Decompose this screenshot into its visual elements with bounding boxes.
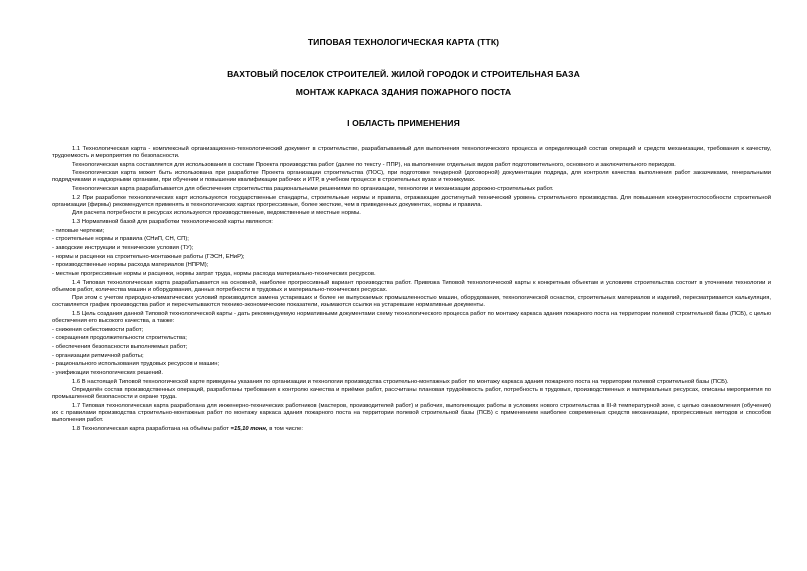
volume-line-suffix: в том числе: — [269, 425, 303, 432]
section-heading: I ОБЛАСТЬ ПРИМЕНЕНИЯ — [347, 118, 460, 128]
paragraph: 1.1 Технологическая карта - комплексный организационно-технологический документ в строительстве, разрабатываемый для выполнения технологического процесса и определяющий состав операций и средств механизации, требования к качеству, трудоемкость и мероприятия по безопасности. — [52, 146, 771, 160]
document-title: ТИПОВАЯ ТЕХНОЛОГИЧЕСКАЯ КАРТА (ТТК) — [307, 37, 500, 47]
list-item: - сокращения продолжительности строительства; — [52, 335, 187, 342]
paragraph: Технологическая карта составляется для использования в составе Проекта производства работ (далее по тексту - ППР), на выполнение отдельных видов работ подготовительного, основного и заключительного периодов. — [72, 161, 676, 168]
volume-line — [52, 426, 771, 433]
paragraph: При этом с учетом природно-климатических условий производится замена устаревших и более не выпускаемых промышленностью машин, оборудования, технологической оснастки, строительных материалов и изделий, пересматривается калькуляция, составляется график производства работ и пересчитываются технико-экономические показатели, изымаются ссылки на устаревшие нормативные документы. — [52, 295, 771, 309]
volume-line-prefix: 1.8 Технологическая карта разработана на объёмы работ — [72, 425, 229, 432]
list-item: - нормы и расценки на строительно-монтажные работы (ГЭСН, ЕНиР); — [52, 253, 245, 260]
list-item: - организации ритмичной работы; — [52, 352, 144, 359]
list-item: - обеспечения безопасности выполняемых работ; — [52, 344, 188, 351]
document-subtitle-2: МОНТАЖ КАРКАСА ЗДАНИЯ ПОЖАРНОГО ПОСТА — [295, 87, 512, 97]
document-subtitle-1: ВАХТОВЫЙ ПОСЕЛОК СТРОИТЕЛЕЙ. ЖИЛОЙ ГОРОДОК И СТРОИТЕЛЬНАЯ БАЗА — [227, 69, 580, 79]
paragraph: Технологическая карта может быть использована при разработке Проекта организации строительства (ПОС), при подготовке тендерной (договорной) документации подряда, для контроля качества выполнения работ заказчиками, генеральными подрядчиками и надзорными органами, при обучении и повышении квалификации рабочих и ИТР, в учебном процессе в строительных вузах и техникумах. — [52, 170, 771, 184]
list-item: - рационального использования трудовых ресурсов и машин; — [52, 361, 220, 368]
paragraph: 1.5 Цель создания данной Типовой технологической карты - дать рекомендуемую нормативными документами схему технологического процесса работ по монтажу каркаса здания пожарного поста на территории полевой строительной базы (ПСБ), с целью обеспечения его высокого качества, а также: — [52, 311, 771, 325]
paragraph: Определён состав производственных операций, разработаны требования к контролю качества и приёмке работ, рассчитаны плановая трудоёмкость работ, потребность в трудовых, производственных и материальных ресурсах, описаны мероприятия по промышленной безопасности и охране труда. — [52, 387, 771, 401]
paragraph: 1.3 Нормативной базой для разработки технологической карты являются: — [72, 219, 273, 226]
paragraph: 1.6 В настоящей Типовой технологической карте приведены указания по организации и технологии производства строительно-монтажных работ по монтажу каркаса здания пожарного поста на территории полевой строительной базы (ПСБ). — [72, 378, 729, 385]
list-item: - заводские инструкции и технические условия (ТУ); — [52, 245, 194, 252]
volume-formula: =15,10 тонн, — [230, 425, 268, 432]
list-item: - строительные нормы и правила (СНиП, СН, СП); — [52, 236, 189, 243]
list-item: - производственные нормы расхода материалов (НПРМ); — [52, 262, 209, 269]
list-item: - снижения себестоимости работ; — [52, 326, 144, 333]
list-item: - местные прогрессивные нормы и расценки, нормы затрат труда, нормы расхода материально-технических ресурсов. — [52, 270, 376, 277]
paragraph: 1.2 При разработке технологических карт используются государственные стандарты, строительные нормы и правила, отражающие достигнутый технический уровень строительного производства. Для повышения конкурентоспособности строительной организации (фирмы) рекомендуется применять в технологических картах прогрессивные, более жесткие, чем в приведенных документах, нормы и правила. — [52, 194, 771, 208]
document-body — [52, 146, 771, 435]
paragraph: Для расчета потребности в ресурсах используются производственные, ведомственные и местные нормы. — [72, 210, 361, 217]
list-item: - типовые чертежи; — [52, 227, 105, 234]
list-item: - унификации технологических решений. — [52, 370, 164, 377]
paragraph: 1.7 Типовая технологическая карта разработана для инженерно-технических работников (мастеров, производителей работ) и рабочих, выполняющих работы в условиях нового строительства в III-й температурной зоне, с целью ознакомления (обучения) их с правилами производства строительно-монтажных работ по монтажу каркаса здания пожарного поста на территории полевой строительной базы (ПСБ) с применением наиболее современных средств механизации, прогрессивных методов и способов выполнения работ. — [52, 403, 771, 424]
paragraph: Технологическая карта разрабатывается для обеспечения строительства рациональными решениями по организации, технологии и механизации дорожно-строительных работ. — [72, 186, 554, 193]
paragraph: 1.4 Типовая технологическая карта разрабатывается на основной, наиболее прогрессивный вариант производства работ. Привязка Типовой технологической карты к конкретным объектам и условиям строительства состоит в уточнении технологии и объемов работ, количества машин и оборудования, данных потребности в трудовых и материально-технических ресурсах. — [52, 279, 771, 293]
